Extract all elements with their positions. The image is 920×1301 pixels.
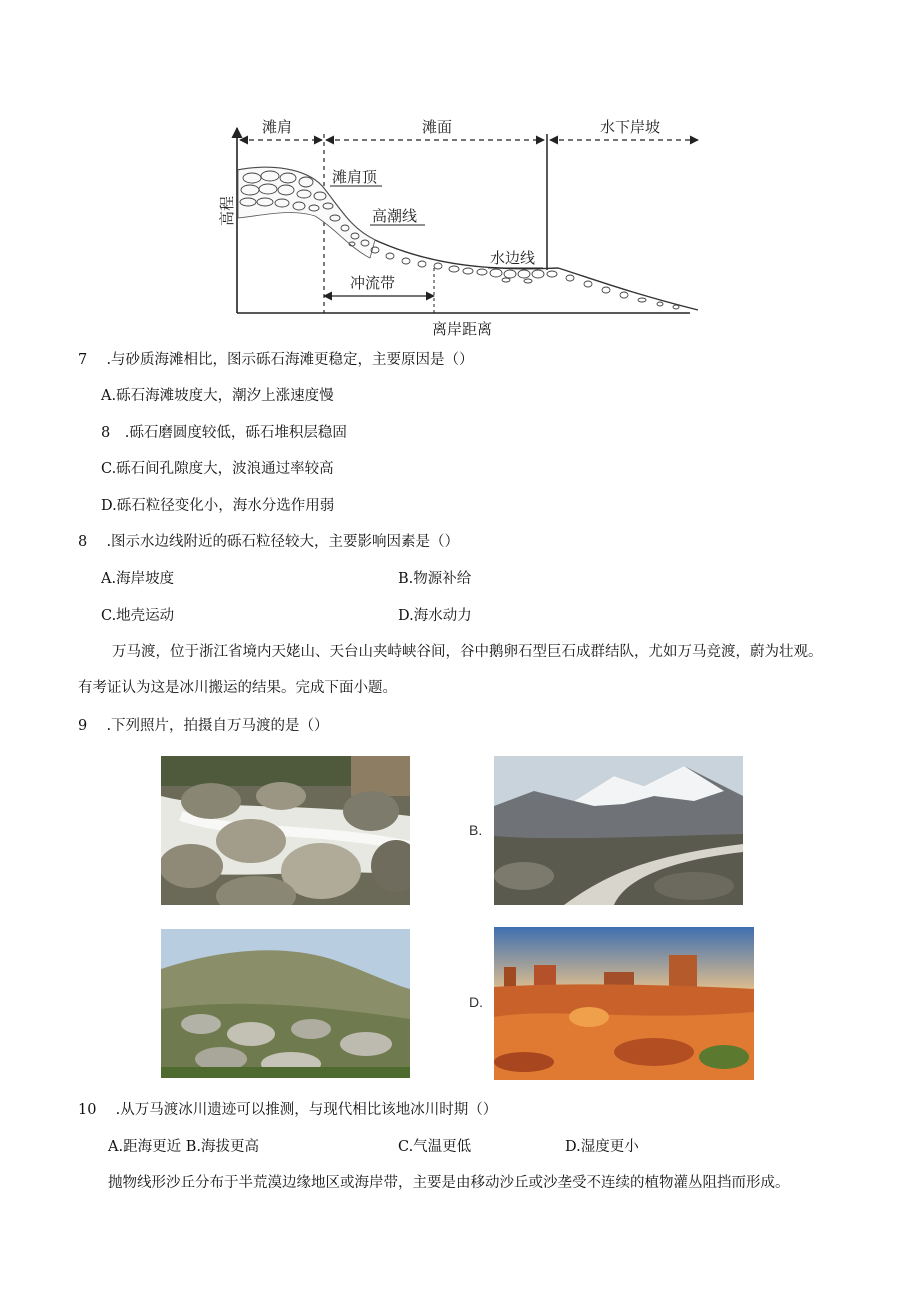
zone-label-shoulder: 滩肩 [262, 118, 293, 136]
q8-number: 8 [78, 534, 88, 550]
beach-profile-diagram [210, 108, 710, 348]
q8-option-a[interactable]: A.海岸坡度 [101, 571, 175, 587]
photo-b-label: B. [469, 822, 483, 838]
zone-label-face: 滩面 [422, 118, 453, 136]
q8-stem: .图示水边线附近的砾石粒径较大，主要影响因素是（） [106, 534, 460, 550]
q10-number: 10 [78, 1102, 97, 1118]
label-high-tide: 高潮线 [372, 207, 418, 225]
q7-option-d[interactable]: D.砾石粒径变化小，海水分选作用弱 [101, 498, 335, 514]
label-berm-crest: 滩肩顶 [332, 168, 378, 186]
q7-stem-line [78, 350, 474, 370]
q7-stem: .与砂质海滩相比，图示砾石海滩更稳定，主要原因是（） [106, 352, 474, 368]
q7-option-c[interactable]: C.砾石间孔隙度大，波浪通过率较高 [101, 461, 334, 477]
photo-d-label: D. [469, 994, 483, 1010]
q10-option-c[interactable]: C.气温更低 [398, 1139, 472, 1155]
q8-option-b[interactable]: B.物源补给 [398, 571, 472, 587]
x-axis-label: 离岸距离 [432, 320, 493, 338]
q7-option-b[interactable]: 8 .砾石磨圆度较低，砾石堆积层稳固 [101, 425, 347, 441]
photo-b-glacier-valley[interactable] [494, 756, 743, 905]
q10-stem-line [78, 1100, 497, 1120]
passage-parabolic-dunes: 抛物线形沙丘分布于半荒漠边缘地区或海岸带，主要是由移动沙丘或沙垄受不连续的植物灌丛阻挡而形成。 [108, 1175, 790, 1191]
q7-number: 7 [78, 352, 88, 368]
q10-option-a-b[interactable]: A.距海更近 B.海拔更高 [108, 1139, 259, 1155]
q9-stem: .下列照片，拍摄自万马渡的是（） [106, 718, 329, 734]
q10-stem: .从万马渡冰川遗迹可以推测，与现代相比该地冰川时期（） [115, 1102, 498, 1118]
passage-wanmadu: 万马渡，位于浙江省境内天姥山、天台山夹峙峡谷间，谷中鹅卵石型巨石成群结队，尤如万马竞渡，蔚为壮观。有考证认为这是冰川搬运的结果。完成下面小题。 [78, 644, 823, 696]
q7-option-a[interactable]: A.砾石海滩坡度大，潮汐上涨速度慢 [101, 388, 334, 404]
zone-label-underwater: 水下岸坡 [600, 118, 661, 136]
q8-option-d[interactable]: D.海水动力 [398, 608, 472, 624]
label-water-edge: 水边线 [490, 249, 536, 267]
q10-option-d[interactable]: D.湿度更小 [565, 1139, 639, 1155]
label-swash-zone: 冲流带 [350, 274, 396, 292]
q9-number: 9 [78, 718, 88, 734]
photo-c-rocky-hillside[interactable] [161, 929, 410, 1078]
q8-option-c[interactable]: C.地壳运动 [101, 608, 175, 624]
q8-stem-line [78, 532, 459, 552]
y-axis-label: 高程 [218, 195, 236, 226]
q9-stem-line [78, 716, 329, 736]
photo-d-desert-rocks[interactable] [494, 927, 754, 1080]
photo-a-boulder-stream[interactable] [161, 756, 410, 905]
